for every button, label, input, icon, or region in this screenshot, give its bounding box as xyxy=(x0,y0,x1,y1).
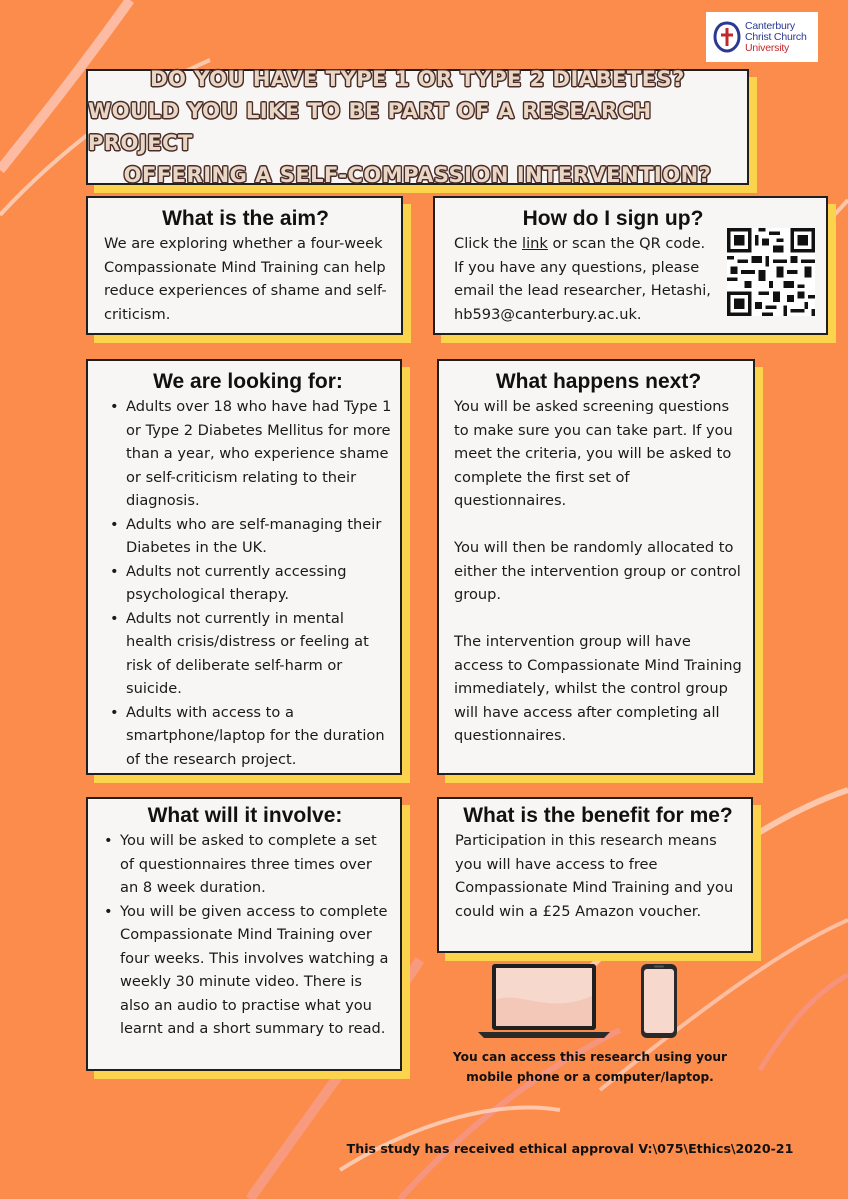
list-item: • Adults with access to a smartphone/laptop for the duration of the research project. xyxy=(104,701,392,772)
qr-code-icon[interactable] xyxy=(727,228,815,316)
aim-title: What is the aim? xyxy=(162,207,329,230)
ethics-approval-note: This study has received ethical approval V:\075\Ethics\2020-21 xyxy=(346,1141,794,1156)
signup-text xyxy=(454,232,716,326)
logo-line-2: Christ Church xyxy=(745,30,807,43)
devices-caption-line-1: You can access this research using your xyxy=(452,1050,728,1064)
list-item: • You will be given access to complete Compassionate Mind Training over four weeks. This involves watching a weekly 30 minute video. There is also an audio to practise what you learnt and a short summary to read. xyxy=(98,900,392,1041)
aim-box xyxy=(86,196,403,335)
headline-box xyxy=(86,69,749,185)
benefit-box xyxy=(437,797,753,953)
headline-line-2: WOULD YOU LIKE TO BE PART OF A RESEARCH PROJECT xyxy=(88,99,652,155)
paragraph: You will be asked screening questions to make sure you can take part. If you meet the criteria, you will be asked to complete the first set of questionnaires. xyxy=(454,398,733,509)
list-item: • Adults not currently accessing psychological therapy. xyxy=(104,560,392,607)
involvement-list xyxy=(98,829,392,1041)
benefit-text: Participation in this research means you will have access to free Compassionate Mind Training and you could win a £25 Amazon voucher. xyxy=(455,832,734,920)
paragraph: The intervention group will have access to Compassionate Mind Training immediately, whilst the control group will have access after completing all questionnaires. xyxy=(454,633,742,744)
signup-text-end: or scan the QR code. If you have any questions, please email the lead researcher, Hetashi, hb593@canterbury.ac.uk. xyxy=(454,235,711,323)
devices-caption xyxy=(440,1047,740,1087)
next-steps-text xyxy=(454,395,743,748)
headline-line-3: OFFERING A SELF-COMPASSION INTERVENTION? xyxy=(123,163,712,187)
paragraph: You will then be randomly allocated to either the intervention group or control group. xyxy=(454,539,741,603)
university-crest-icon xyxy=(712,19,742,55)
university-logo xyxy=(706,12,818,62)
next-steps-title: What happens next? xyxy=(495,370,702,393)
logo-line-1: Canterbury xyxy=(745,19,795,32)
involvement-title: What will it involve: xyxy=(147,804,343,827)
benefit-title: What is the benefit for me? xyxy=(463,804,733,827)
headline-line-1: DO YOU HAVE TYPE 1 OR TYPE 2 DIABETES? xyxy=(150,67,685,91)
laptop-icon xyxy=(478,964,610,1038)
list-item: • Adults who are self-managing their Diabetes in the UK. xyxy=(104,513,392,560)
list-item: • Adults not currently in mental health crisis/distress or feeling at risk of deliberate self-harm or suicide. xyxy=(104,607,392,701)
criteria-title: We are looking for: xyxy=(153,370,343,393)
involvement-box xyxy=(86,797,402,1071)
devices-illustration xyxy=(478,960,688,1042)
signup-title: How do I sign up? xyxy=(522,207,704,230)
list-item: • You will be asked to complete a set of questionnaires three times over an 8 week duration. xyxy=(98,829,392,900)
phone-icon xyxy=(641,964,677,1038)
list-item: • Adults over 18 who have had Type 1 or Type 2 Diabetes Mellitus for more than a year, who experience shame or self-criticism relating to their diagnosis. xyxy=(104,395,392,513)
next-steps-box xyxy=(437,359,755,775)
signup-text-start: Click the xyxy=(454,235,523,252)
criteria-box xyxy=(86,359,402,775)
aim-text: We are exploring whether a four-week Compassionate Mind Training can help reduce experiences of shame and self-criticism. xyxy=(104,235,387,323)
signup-link[interactable]: link xyxy=(522,235,548,252)
criteria-list xyxy=(104,395,392,771)
logo-line-3: University xyxy=(745,41,790,54)
devices-caption-line-2: mobile phone or a computer/laptop. xyxy=(466,1070,714,1084)
signup-box xyxy=(433,196,828,335)
